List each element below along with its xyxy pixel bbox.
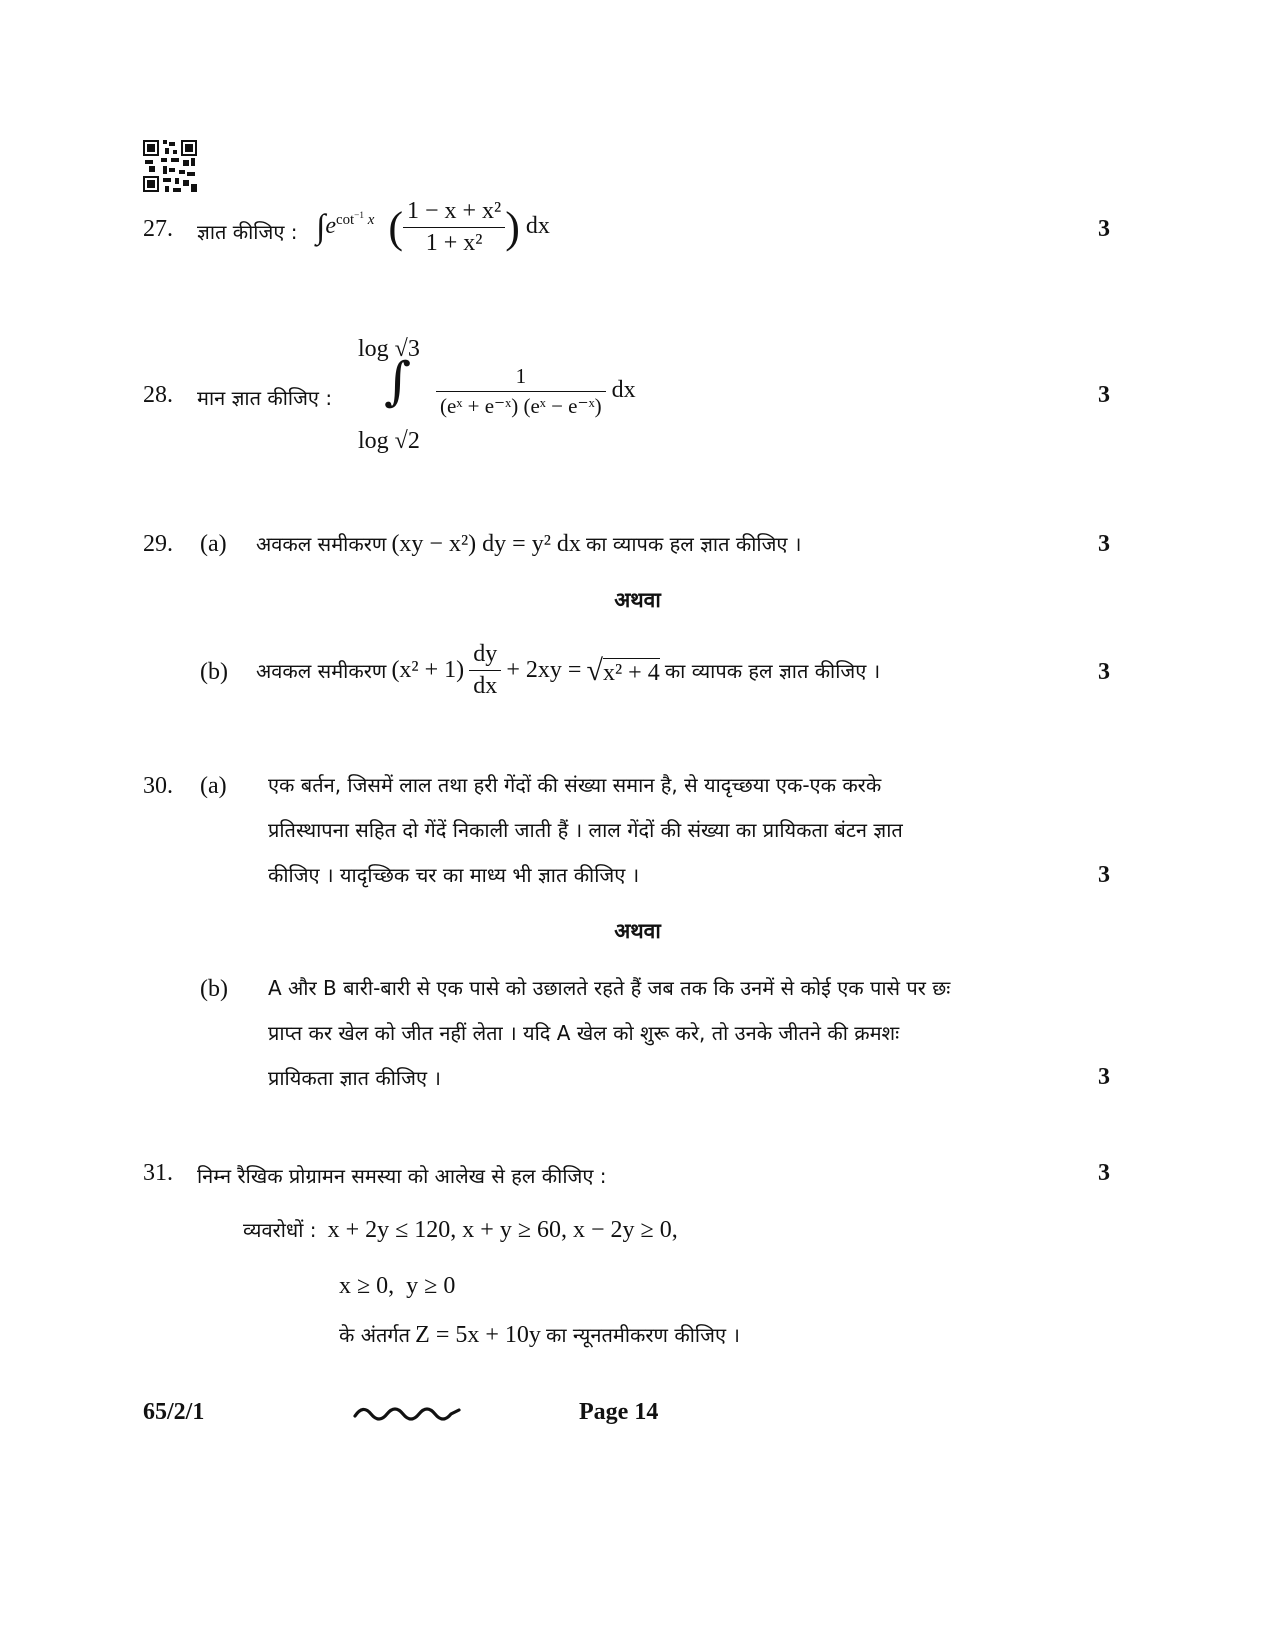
question-label: मान ज्ञात कीजिए : — [197, 386, 333, 410]
question-text: निम्न रैखिक प्रोग्रामन समस्या को आलेख से हल कीजिए : — [197, 1164, 607, 1188]
q28-expression: $\frac{1}{\text{(eˣ + e⁻ˣ) (eˣ − e⁻ˣ)}}$ dx — [436, 364, 636, 419]
q30a-text: एक बर्तन, जिसमें लाल तथा हरी गेंदों की संख्या समान है, से यादृच्छया एक-एक करके प्रतिस्थापना सहित दो गेंदें निकाली जाती हैं । लाल गेंदों की संख्या का प्रायिकता बंटन ज्ञात कीजिए । यादृच्छिक चर का माध्य भी ज्ञात कीजिए । — [268, 773, 903, 887]
wave-ornament-icon — [353, 1402, 461, 1424]
constraints: व्यवरोधों : x + 2y ≤ 120, x + y ≥ 60, x − 2y ≥ 0, — [243, 1217, 678, 1243]
marks: 3 — [1098, 659, 1110, 685]
question-number: 31. — [143, 1160, 173, 1186]
objective: के अंतर्गत Z = 5x + 10y का न्यूनतमीकरण कीजिए । — [339, 1322, 740, 1348]
page-number: Page 14 — [579, 1399, 659, 1425]
marks: 3 — [1098, 382, 1110, 408]
part-label: (b) — [200, 659, 228, 685]
or-divider: अथवा — [614, 919, 661, 943]
dy-dx-fraction: $\frac{dy}{dx}$ — [469, 641, 501, 700]
question-number: 27. — [143, 216, 173, 242]
q29a-text: अवकल समीकरण (xy − x²) dy = y² dx का व्यापक हल ज्ञात कीजिए । — [256, 531, 802, 557]
part-label: (a) — [200, 773, 227, 799]
paper-code: 65/2/1 — [143, 1399, 205, 1425]
or-divider: अथवा — [614, 588, 661, 612]
q27-expression: $\int e^{cot^{-1} x}$ ( $\frac{\text{1 − x + x²}}{\text{1 + x²}}$ ) dx — [316, 198, 550, 256]
sqrt-expression: √x² + 4 — [586, 653, 660, 687]
q30b-text: A और B बारी-बारी से एक पासे को उछालते रहते हैं जब तक कि उनमें से कोई एक पासे पर छः प्राप्त कर खेल को जीत नहीं लेता । यदि A खेल को शुरू करे, तो उनके जीतने की क्रमशः प्रायिकता ज्ञात कीजिए । — [268, 976, 951, 1090]
marks: 3 — [1098, 862, 1110, 888]
question-number: 28. — [143, 382, 173, 408]
integral-sign: ∫ — [316, 208, 326, 246]
marks: 3 — [1098, 216, 1110, 242]
marks: 3 — [1098, 531, 1110, 557]
question-number: 29. — [143, 531, 173, 557]
integral-sign: ∫ — [384, 352, 412, 412]
lower-limit: log √2 — [358, 428, 420, 454]
q29b-text: अवकल समीकरण (x² + 1) $\frac{dy}{dx}$ + 2xy = √x² + 4 का व्यापक हल ज्ञात कीजिए । — [256, 641, 881, 699]
upper-limit: log √3 — [358, 336, 420, 362]
question-label: ज्ञात कीजिए : — [197, 220, 298, 244]
non-negativity: x ≥ 0, y ≥ 0 — [339, 1273, 456, 1299]
q28-fraction: $\frac{1}{\text{(eˣ + e⁻ˣ) (eˣ − e⁻ˣ)}}$ — [436, 364, 606, 419]
part-label: (a) — [200, 531, 227, 557]
q27-fraction: $\frac{\text{1 − x + x²}}{\text{1 + x²}}$ — [403, 198, 505, 257]
marks: 3 — [1098, 1064, 1110, 1090]
qr-code — [143, 140, 197, 192]
part-label: (b) — [200, 976, 228, 1002]
marks: 3 — [1098, 1160, 1110, 1186]
question-number: 30. — [143, 773, 173, 799]
